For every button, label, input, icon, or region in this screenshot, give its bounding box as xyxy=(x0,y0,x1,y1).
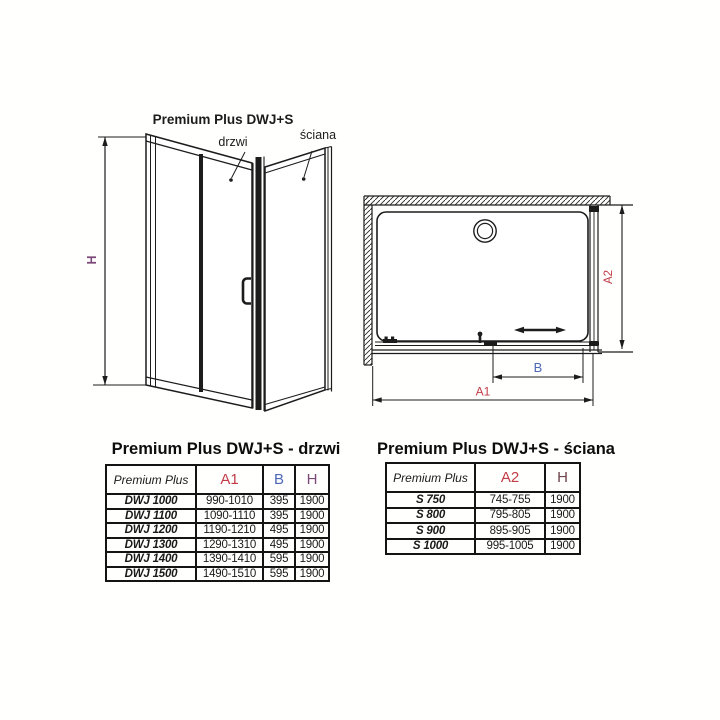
door-table-header-row xyxy=(106,465,329,494)
model-cell: DWJ 1400 xyxy=(106,552,196,567)
a2-dim-label: A2 xyxy=(603,269,615,285)
value-cell: 1390-1410 xyxy=(196,552,263,567)
panel-top-bracket xyxy=(589,206,599,212)
value-cell: 1900 xyxy=(545,508,580,524)
value-cell: 395 xyxy=(263,494,295,509)
arrow-down-icon xyxy=(102,376,107,385)
value-cell: 1290-1310 xyxy=(196,538,263,553)
column-header-a1: A1 xyxy=(196,465,263,494)
wall-callout-dot xyxy=(302,177,306,181)
value-cell: 1090-1110 xyxy=(196,509,263,524)
value-cell: 1900 xyxy=(295,509,329,524)
table-row xyxy=(386,539,580,555)
value-cell: 495 xyxy=(263,523,295,538)
top-wall xyxy=(364,196,633,205)
value-cell: 1900 xyxy=(295,538,329,553)
value-cell: 495 xyxy=(263,538,295,553)
value-cell: 990-1010 xyxy=(196,494,263,509)
left-wall xyxy=(364,196,372,365)
model-cell: S 750 xyxy=(386,492,475,508)
plan-view-diagram xyxy=(350,140,660,420)
value-cell: 1900 xyxy=(295,552,329,567)
a1-dimension xyxy=(373,353,593,406)
value-cell: 1490-1510 xyxy=(196,567,263,582)
value-cell: 1900 xyxy=(545,492,580,508)
arrow-up-icon xyxy=(102,137,107,146)
column-header-a2: A2 xyxy=(475,463,545,492)
model-cell: S 900 xyxy=(386,523,475,539)
b-dimension xyxy=(493,343,583,383)
value-cell: 745-755 xyxy=(475,492,545,508)
model-cell: DWJ 1200 xyxy=(106,523,196,538)
height-dim-label: H xyxy=(85,255,99,265)
height-dimension xyxy=(85,137,148,385)
model-cell: DWJ 1000 xyxy=(106,494,196,509)
front-view-diagram xyxy=(55,100,355,430)
model-cell: S 1000 xyxy=(386,539,475,555)
panel-bottom-bracket xyxy=(589,341,599,346)
shower-tray xyxy=(377,212,588,341)
value-cell: 1900 xyxy=(295,494,329,509)
column-header-h: H xyxy=(545,463,580,492)
b-dim-label: B xyxy=(533,360,543,375)
sliding-panel-edge xyxy=(199,154,203,392)
model-cell: DWJ 1500 xyxy=(106,567,196,582)
model-cell: DWJ 1300 xyxy=(106,538,196,553)
value-cell: 1190-1210 xyxy=(196,523,263,538)
model-cell: S 800 xyxy=(386,508,475,524)
column-header-h: H xyxy=(295,465,329,494)
column-header-premium-plus: Premium Plus xyxy=(386,463,475,492)
a2-dimension xyxy=(598,205,633,352)
wall-dimensions-table xyxy=(385,462,581,555)
wall-table-header-row xyxy=(386,463,580,492)
door-panel xyxy=(146,134,252,408)
table-row xyxy=(106,538,329,553)
value-cell: 595 xyxy=(263,552,295,567)
column-header-b: B xyxy=(263,465,295,494)
value-cell: 395 xyxy=(263,509,295,524)
column-header-premium-plus: Premium Plus xyxy=(106,465,196,494)
table-row xyxy=(386,508,580,524)
value-cell: 795-805 xyxy=(475,508,545,524)
table-row xyxy=(106,552,329,567)
door-dimensions-table xyxy=(105,464,330,582)
table-row xyxy=(386,523,580,539)
corner-post xyxy=(253,157,264,412)
wall-table-title: Premium Plus DWJ+S - ściana xyxy=(377,440,615,458)
a1-dim-label: A1 xyxy=(475,384,491,399)
front-diagram-title: Premium Plus DWJ+S xyxy=(152,112,294,127)
wall-callout-label: ściana xyxy=(299,128,337,142)
table-row xyxy=(106,494,329,509)
door-callout-label: drzwi xyxy=(218,135,248,149)
value-cell: 895-905 xyxy=(475,523,545,539)
side-wall-panel xyxy=(265,147,332,412)
table-row xyxy=(106,567,329,582)
value-cell: 1900 xyxy=(295,567,329,582)
side-panel-plan xyxy=(589,205,599,352)
table-row xyxy=(106,509,329,524)
door-table-title: Premium Plus DWJ+S - drzwi xyxy=(111,440,341,458)
value-cell: 1900 xyxy=(295,523,329,538)
table-row xyxy=(106,523,329,538)
table-row xyxy=(386,492,580,508)
value-cell: 995-1005 xyxy=(475,539,545,555)
value-cell: 595 xyxy=(263,567,295,582)
value-cell: 1900 xyxy=(545,523,580,539)
model-cell: DWJ 1100 xyxy=(106,509,196,524)
value-cell: 1900 xyxy=(545,539,580,555)
door-callout-dot xyxy=(229,178,233,182)
